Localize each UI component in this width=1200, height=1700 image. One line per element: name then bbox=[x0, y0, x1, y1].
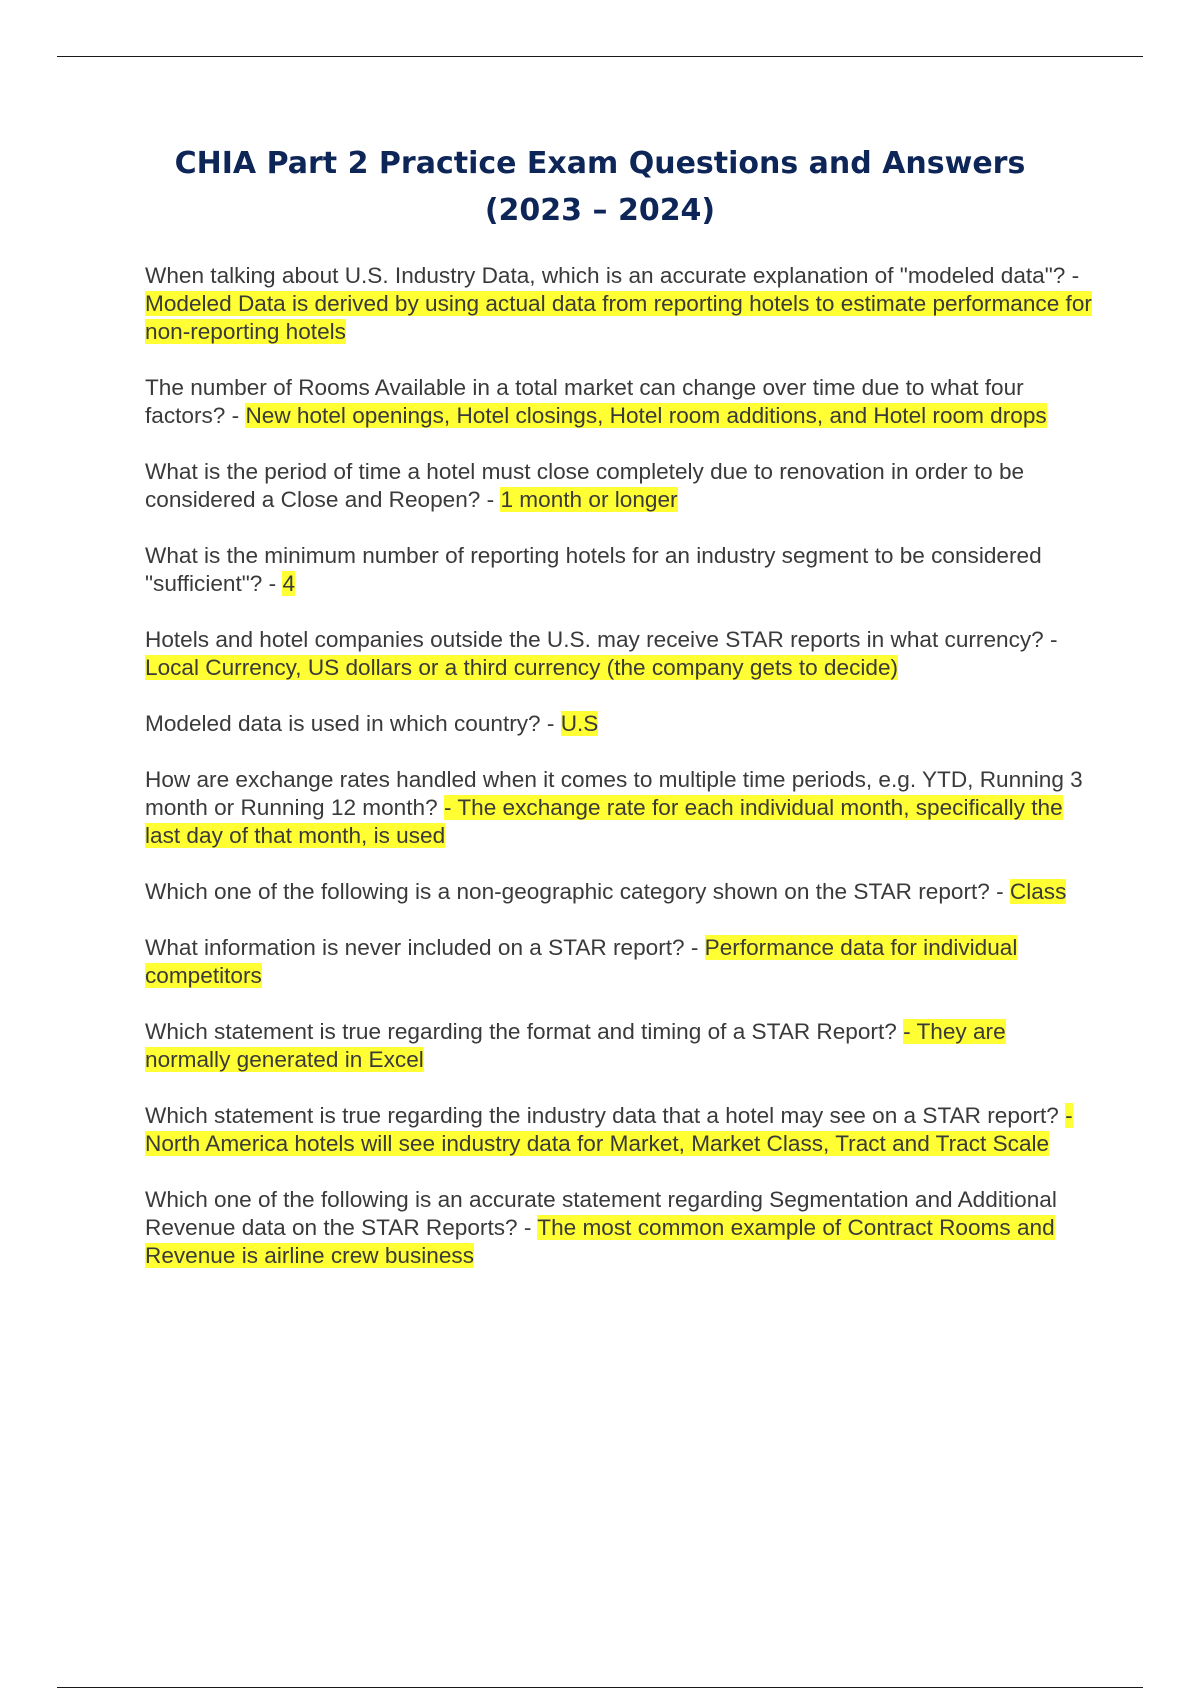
qa-item bbox=[145, 262, 1095, 346]
answer-highlight: New hotel openings, Hotel closings, Hotel room additions, and Hotel room drops bbox=[245, 403, 1047, 428]
answer-highlight: Modeled Data is derived by using actual data from reporting hotels to estimate performance for non-reporting hotels bbox=[145, 291, 1092, 344]
question-text: Hotels and hotel companies outside the U.S. may receive STAR reports in what currency? - bbox=[145, 627, 1058, 652]
question-text: How are exchange rates handled when it comes to multiple time periods, e.g. YTD, Running 3 month or Running 12 month? bbox=[145, 767, 1083, 820]
qa-item bbox=[145, 374, 1095, 430]
question-text: Modeled data is used in which country? - bbox=[145, 711, 561, 736]
qa-item bbox=[145, 626, 1095, 682]
question-text: Which one of the following is an accurate statement regarding Segmentation and Additional Revenue data on the STAR Reports? - bbox=[145, 1187, 1057, 1240]
question-text: The number of Rooms Available in a total market can change over time due to what four factors? - bbox=[145, 375, 1024, 428]
qa-item bbox=[145, 458, 1095, 514]
answer-highlight: Performance data for individual competitors bbox=[145, 935, 1018, 988]
answer-highlight: Local Currency, US dollars or a third currency (the company gets to decide) bbox=[145, 655, 899, 680]
answer-highlight: 4 bbox=[282, 571, 296, 596]
qa-item bbox=[145, 766, 1095, 850]
qa-item bbox=[145, 542, 1095, 598]
question-text: Which statement is true regarding the format and timing of a STAR Report? bbox=[145, 1019, 904, 1044]
question-text: When talking about U.S. Industry Data, which is an accurate explanation of "modeled data"? - bbox=[145, 263, 1080, 288]
answer-highlight: - They are normally generated in Excel bbox=[145, 1019, 1006, 1072]
qa-item bbox=[145, 878, 1095, 906]
qa-item bbox=[145, 1018, 1095, 1074]
answer-highlight: Class bbox=[1009, 879, 1067, 904]
qa-item bbox=[145, 934, 1095, 990]
answer-highlight: The most common example of Contract Rooms and Revenue is airline crew business bbox=[145, 1215, 1055, 1268]
question-text: What is the period of time a hotel must close completely due to renovation in order to be considered a Close and Reopen? - bbox=[145, 459, 1025, 512]
question-text: What information is never included on a STAR report? - bbox=[145, 935, 705, 960]
qa-item bbox=[145, 1102, 1095, 1158]
qa-list bbox=[145, 262, 1095, 1298]
question-text: What is the minimum number of reporting hotels for an industry segment to be considered "sufficient"? - bbox=[145, 543, 1042, 596]
answer-highlight: U.S bbox=[560, 711, 599, 736]
answer-highlight: 1 month or longer bbox=[500, 487, 678, 512]
document-title bbox=[100, 140, 1100, 234]
title-line-2: (2023 – 2024) bbox=[484, 193, 716, 228]
title-line-1: CHIA Part 2 Practice Exam Questions and Answers bbox=[174, 146, 1026, 181]
qa-item bbox=[145, 1186, 1095, 1270]
top-divider bbox=[57, 56, 1143, 57]
question-text: Which one of the following is a non-geographic category shown on the STAR report? - bbox=[145, 879, 1010, 904]
question-text: Which statement is true regarding the industry data that a hotel may see on a STAR report? bbox=[145, 1103, 1066, 1128]
answer-highlight: - North America hotels will see industry data for Market, Market Class, Tract and Tract Scale bbox=[145, 1103, 1073, 1156]
bottom-divider bbox=[57, 1687, 1143, 1688]
qa-item bbox=[145, 710, 1095, 738]
answer-highlight: - The exchange rate for each individual month, specifically the last day of that month, is used bbox=[145, 795, 1063, 848]
